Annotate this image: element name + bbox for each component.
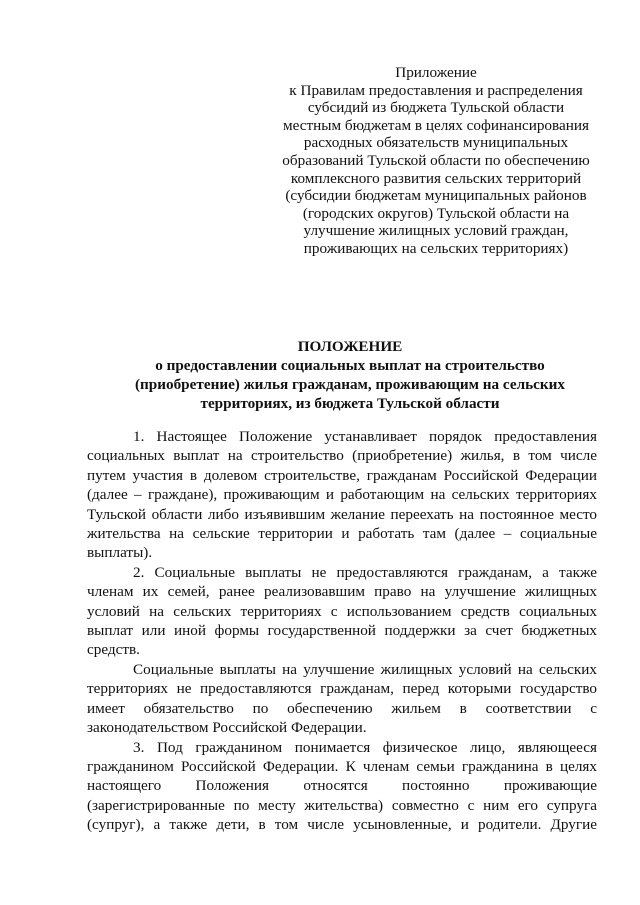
paragraph-3: 3. Под гражданином понимается физическое лицо, являющееся гражданином Российской Федерации. К членам семьи гражданина в целях настоящего Положения относятся постоянно проживающие (зарегистрированные по месту жительства) совместно с ним его супруга (супруг), а также дети, в том числе усыновленные, и родители. Другие	[87, 738, 597, 834]
title-subtitle-line: (приобретение) жилья гражданам, проживающим на сельских	[134, 376, 565, 393]
appendix-line: (городских округов) Тульской области на	[302, 204, 570, 222]
appendix-line: комплексного развития сельских территорий	[290, 169, 582, 187]
appendix-line: (субсидии бюджетам муниципальных районов	[285, 187, 587, 205]
appendix-line: к Правилам предоставления и распределения	[289, 81, 583, 99]
title-subtitle-line: о предоставлении социальных выплат на строительство	[155, 357, 545, 374]
appendix-line: проживающих на сельских территориях)	[303, 239, 569, 257]
appendix-line: расходных обязательств муниципальных	[303, 134, 569, 152]
appendix-line: улучшение жилищных условий граждан,	[303, 222, 569, 240]
paragraph-2-continued: Социальные выплаты на улучшение жилищных условий на сельских территориях не предоставляются гражданам, перед которыми государство имеет обязательство по обеспечению жильем в соответствии с законодательством Российской Федерации.	[87, 660, 597, 737]
title-subtitle-line: территориях, из бюджета Тульской области	[200, 395, 500, 412]
appendix-line: субсидий из бюджета Тульской области	[307, 99, 565, 117]
title-heading: ПОЛОЖЕНИЕ	[297, 338, 403, 355]
appendix-note	[270, 64, 602, 258]
document-title	[90, 337, 610, 413]
appendix-line: Приложение	[395, 64, 477, 81]
appendix-line: местным бюджетам в целях софинансирования	[283, 116, 589, 134]
paragraph-2: 2. Социальные выплаты не предоставляются гражданам, а также членам их семей, ранее реализовавшим право на улучшение жилищных условий на сельских территориях с использованием средств социальных выплат или иной формы государственной поддержки за счет бюджетных средств.	[87, 563, 597, 659]
appendix-line: образований Тульской области по обеспечению	[282, 151, 590, 169]
document-body	[87, 427, 597, 835]
paragraph-1: 1. Настоящее Положение устанавливает порядок предоставления социальных выплат на строительство (приобретение) жилья, в том числе путем участия в долевом строительстве, гражданам Российской Федерации (далее – граждане), проживающим и работающим на сельских территориях Тульской области либо изъявившим желание переехать на постоянное место жительства на сельские территории и работать там (далее – социальные выплаты).	[87, 428, 597, 562]
